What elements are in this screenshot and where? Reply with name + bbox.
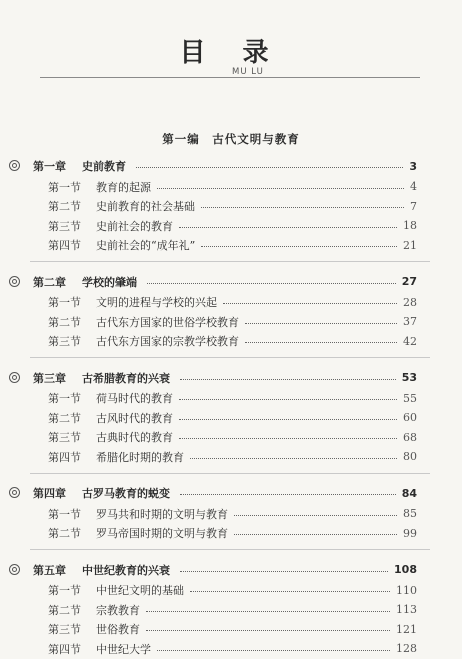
toc-section-row[interactable]	[0, 504, 462, 524]
dot-leader	[245, 342, 397, 344]
chapter-page-number: 27	[401, 275, 417, 288]
section-page-number: 121	[396, 622, 417, 636]
toc-section-row[interactable]	[0, 216, 462, 236]
section-number: 第三节	[48, 431, 81, 444]
section-page-number: 110	[396, 583, 417, 597]
section-title: 古风时代的教育	[96, 411, 173, 425]
section-page-number: 21	[403, 238, 417, 252]
page-title: 目 录	[179, 38, 283, 68]
section-title: 古代东方国家的世俗学校教育	[96, 315, 239, 329]
section-title: 世俗教育	[96, 623, 140, 636]
chapter-separator	[30, 357, 430, 358]
toc-section-row[interactable]	[0, 235, 462, 255]
chapter-separator	[30, 261, 430, 262]
chapter-bullet-icon	[9, 564, 20, 575]
section-page-number: 18	[403, 219, 417, 232]
chapter-title: 史前教育	[82, 160, 126, 173]
section-number: 第二节	[48, 315, 81, 329]
toc-section-row[interactable]	[0, 600, 462, 620]
section-number: 第一节	[48, 584, 81, 597]
toc-section-row[interactable]	[0, 408, 462, 428]
section-title: 文明的进程与学校的兴起	[96, 296, 217, 309]
section-number: 第三节	[48, 623, 81, 636]
section-title: 古代东方国家的宗教学校教育	[96, 335, 239, 348]
section-number: 第二节	[48, 603, 81, 617]
toc-section-row[interactable]	[0, 388, 462, 408]
dot-leader	[157, 188, 404, 190]
chapter-number: 第一章	[33, 160, 66, 173]
section-title: 罗马共和时期的文明与教育	[96, 507, 228, 521]
dot-leader	[190, 458, 397, 460]
dot-leader	[201, 246, 397, 248]
toc-section-row[interactable]	[0, 619, 462, 639]
chapter-page-number: 53	[401, 371, 417, 384]
section-number: 第二节	[48, 411, 81, 425]
chapter-page-number: 3	[409, 159, 417, 173]
section-title: 史前教育的社会基础	[96, 200, 195, 213]
section-page-number: 99	[403, 526, 417, 540]
section-page-number: 68	[403, 430, 417, 444]
section-page-number: 85	[403, 507, 417, 520]
chapter-bullet-icon	[9, 160, 20, 171]
dot-leader	[245, 323, 397, 325]
toc-section-row[interactable]	[0, 196, 462, 216]
chapter-bullet-icon	[9, 372, 20, 383]
section-title: 史前社会的“成年礼”	[96, 239, 196, 252]
dot-leader	[147, 283, 396, 285]
dot-leader	[179, 438, 397, 440]
dot-leader	[146, 630, 390, 632]
dot-leader	[234, 534, 397, 536]
toc-chapter-row[interactable]	[0, 368, 462, 388]
dot-leader	[223, 303, 397, 305]
section-page-number: 60	[403, 411, 417, 424]
section-page-number: 113	[396, 603, 417, 616]
dot-leader	[234, 515, 397, 517]
dot-leader	[146, 611, 390, 613]
toc-section-row[interactable]	[0, 312, 462, 332]
section-title: 中世纪文明的基础	[96, 584, 184, 597]
section-title: 宗教教育	[96, 603, 140, 617]
section-number: 第四节	[48, 239, 81, 252]
dot-leader	[180, 379, 396, 381]
section-number: 第四节	[48, 642, 81, 656]
chapter-title: 古希腊教育的兴衰	[82, 371, 170, 385]
chapter-number: 第二章	[33, 275, 66, 289]
dot-leader	[180, 571, 388, 573]
toc-chapter-row[interactable]	[0, 156, 462, 176]
chapter-separator	[30, 549, 430, 550]
section-page-number: 28	[403, 295, 417, 309]
toc-section-row[interactable]	[0, 447, 462, 467]
toc-chapter-row[interactable]	[0, 483, 462, 503]
section-page-number: 128	[396, 642, 417, 655]
chapter-title: 古罗马教育的蜕变	[82, 487, 170, 500]
section-title: 中世纪大学	[96, 642, 151, 656]
chapter-number: 第三章	[33, 371, 66, 385]
toc-section-row[interactable]	[0, 523, 462, 543]
chapter-number: 第四章	[33, 487, 66, 500]
section-number: 第四节	[48, 450, 81, 464]
chapter-bullet-icon	[9, 487, 20, 498]
section-page-number: 55	[403, 391, 417, 405]
toc-section-row[interactable]	[0, 639, 462, 659]
chapter-title: 中世纪教育的兴衰	[82, 563, 170, 577]
section-title: 希腊化时期的教育	[96, 450, 184, 464]
dot-leader	[179, 227, 397, 229]
dot-leader	[136, 167, 403, 169]
section-number: 第一节	[48, 392, 81, 405]
chapter-title: 学校的肇端	[82, 275, 137, 289]
dot-leader	[179, 399, 397, 401]
toc-section-row[interactable]	[0, 292, 462, 312]
section-title: 荷马时代的教育	[96, 392, 173, 405]
section-page-number: 4	[410, 180, 417, 193]
section-number: 第三节	[48, 335, 81, 348]
part-title: 第一编 古代文明与教育	[162, 132, 300, 146]
section-title: 史前社会的教育	[96, 219, 173, 233]
section-page-number: 37	[403, 315, 417, 328]
section-number: 第二节	[48, 200, 81, 213]
chapter-page-number: 108	[394, 563, 417, 576]
section-page-number: 7	[410, 199, 417, 213]
section-page-number: 42	[403, 334, 417, 348]
toc-section-row[interactable]	[0, 177, 462, 197]
chapter-separator	[30, 473, 430, 474]
page-subtitle: MU LU	[232, 67, 264, 77]
chapter-bullet-icon	[9, 276, 20, 287]
dot-leader	[201, 207, 404, 209]
section-number: 第一节	[48, 296, 81, 309]
dot-leader	[180, 494, 396, 496]
section-page-number: 80	[403, 450, 417, 463]
toc-section-row[interactable]	[0, 580, 462, 600]
toc-chapter-row[interactable]	[0, 560, 462, 580]
section-number: 第一节	[48, 180, 81, 194]
section-title: 古典时代的教育	[96, 431, 173, 444]
section-number: 第二节	[48, 527, 81, 540]
dot-leader	[179, 419, 397, 421]
section-title: 教育的起源	[96, 180, 151, 194]
toc-section-row[interactable]	[0, 427, 462, 447]
toc-chapter-row[interactable]	[0, 272, 462, 292]
section-number: 第三节	[48, 219, 81, 233]
title-rule	[40, 77, 420, 78]
section-title: 罗马帝国时期的文明与教育	[96, 527, 228, 540]
section-number: 第一节	[48, 507, 81, 521]
toc-section-row[interactable]	[0, 331, 462, 351]
dot-leader	[190, 591, 390, 593]
chapter-page-number: 84	[401, 486, 417, 500]
chapter-number: 第五章	[33, 563, 66, 577]
